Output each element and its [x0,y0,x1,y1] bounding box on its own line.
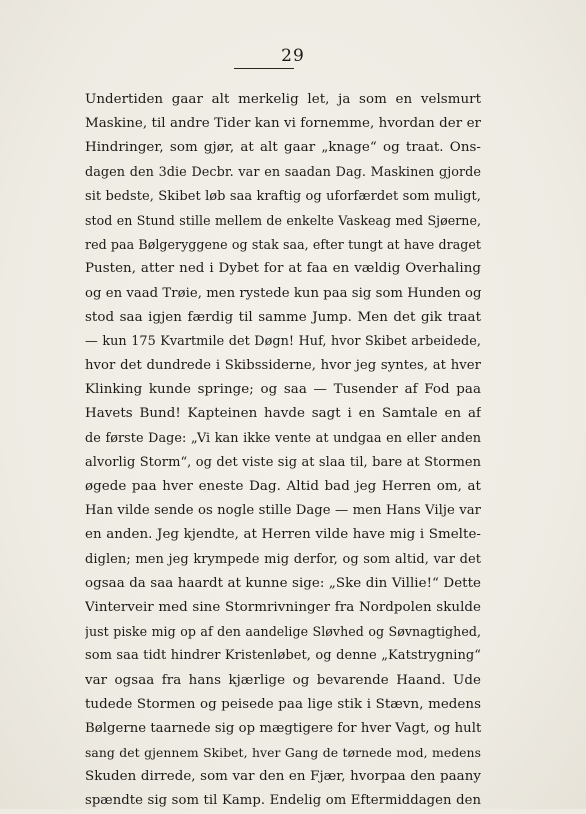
page-number: 29 [281,46,305,66]
text-line: spændte sig som til Kamp. Endelig om Eftermiddagen den [85,793,481,809]
text-line: sit bedste, Skibet løb saa kraftig og uforfærdet som muligt, [85,188,481,204]
text-line: en anden. Jeg kjendte, at Herren vilde have mig i Smelte- [85,527,481,543]
text-line: Havets Bund! Kapteinen havde sagt i en Samtale en af [85,406,481,422]
text-line: Bølgerne taarnede sig op mægtigere for hver Vagt, og hult [85,720,481,736]
text-line: som saa tidt hindrer Kristenløbet, og denne „Katstrygning“ [85,648,481,664]
page-number-rule [234,68,294,69]
text-line: øgede paa hver eneste Dag. Altid bad jeg Herren om, at [85,479,481,494]
text-line: alvorlig Storm“, og det viste sig at slaa til, bare at Stormen [85,454,481,470]
text-line: Undertiden gaar alt merkelig let, ja som en velsmurt [85,92,481,107]
text-line: tudede Stormen og peisede paa lige stik i Stævn, medens [85,696,481,712]
text-line: diglen; men jeg krympede mig derfor, og som altid, var det [85,551,481,567]
text-line: stod en Stund stille mellem de enkelte Vaskeag med Sjøerne, [85,212,481,228]
text-line: dagen den 3die Decbr. var en saadan Dag. Maskinen gjorde [85,164,481,180]
text-line: red paa Bølgeryggene og stak saa, efter tungt at have draget [85,237,481,253]
text-line: ogsaa da saa haardt at kunne sige: „Ske din Villie!“ Dette [85,575,481,591]
text-line: — kun 175 Kvartmile det Døgn! Huf, hvor Skibet arbeidede, [85,333,481,349]
text-line: stod saa igjen færdig til samme Jump. Men det gik traat [85,309,481,325]
text-line: og en vaad Trøie, men rystede kun paa sig som Hunden og [85,285,481,301]
text-line: Pusten, atter ned i Dybet for at faa en vældig Overhaling [85,261,481,277]
text-line: Hindringer, som gjør, at alt gaar „knage“ og traat. Ons- [85,140,481,156]
text-line: Klinking kunde springe; og saa — Tusender af Fod paa [85,382,481,398]
text-line: Maskine, til andre Tider kan vi fornemme, hvordan der er [85,116,481,132]
text-line: de første Dage: „Vi kan ikke vente at undgaa en eller anden [85,430,481,446]
text-line: Han vilde sende os nogle stille Dage — men Hans Vilje var [85,503,481,519]
body-text [85,88,481,814]
text-line: hvor det dundrede i Skibssiderne, hvor jeg syntes, at hver [85,358,481,374]
text-line: var ogsaa fra hans kjærlige og bevarende Haand. Ude [85,672,481,688]
text-line: Vinterveir med sine Stormrivninger fra Nordpolen skulde [85,599,481,615]
text-line: Skuden dirrede, som var den en Fjær, hvorpaa den paany [85,769,481,785]
text-line: just piske mig op af den aandelige Sløvhed og Søvnagtighed, [85,624,481,640]
text-line: sang det gjennem Skibet, hver Gang de tørnede mod, medens [85,745,481,761]
